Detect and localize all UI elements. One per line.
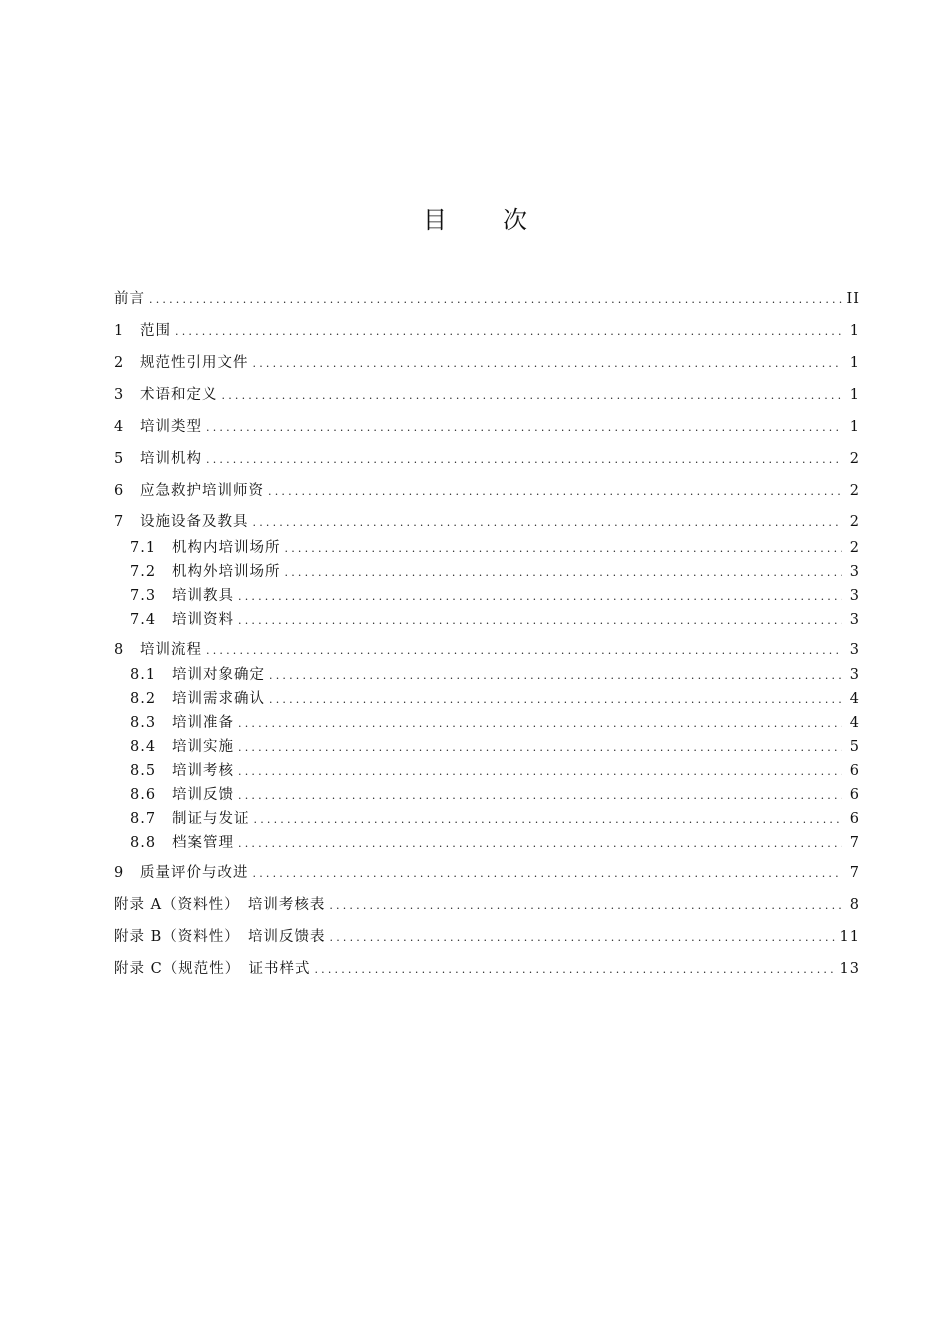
- toc-entry-number: 7.4: [130, 612, 157, 628]
- toc-entry-label: 培训资料: [172, 612, 234, 628]
- toc-entry-appendix-a[interactable]: [114, 894, 860, 916]
- toc-entry-number: 7.1: [130, 540, 157, 556]
- toc-entry-label: 术语和定义: [140, 387, 218, 403]
- toc-leader-dots: [206, 640, 842, 662]
- toc-leader-dots: [238, 586, 842, 608]
- toc-entry-page: 2: [849, 514, 860, 530]
- toc-leader-dots: [206, 417, 842, 439]
- toc-entry-number: 8.2: [130, 691, 157, 707]
- toc-entry-label: 附录 A（资料性） 培训考核表: [114, 897, 326, 913]
- toc-entry-page: 2: [849, 483, 860, 499]
- toc-entry-label: 设施设备及教具: [140, 514, 249, 530]
- toc-leader-dots: [330, 927, 836, 949]
- toc-entry-label: 培训流程: [140, 642, 202, 658]
- toc-entry-page: 13: [839, 961, 860, 977]
- toc-entry-number: 8.8: [130, 835, 157, 851]
- toc-entry-7-2[interactable]: [114, 561, 860, 583]
- toc-entry-label: 培训机构: [140, 451, 202, 467]
- toc-entry-page: 3: [849, 588, 860, 604]
- toc-leader-dots: [285, 538, 843, 560]
- toc-leader-dots: [268, 481, 842, 503]
- toc-leader-dots: [222, 385, 843, 407]
- toc-entry-label: 制证与发证: [172, 811, 250, 827]
- toc-entry-8-6[interactable]: [114, 784, 860, 806]
- toc-entry-label: 附录 B（资料性） 培训反馈表: [114, 929, 326, 945]
- toc-entry-page: II: [846, 291, 860, 307]
- toc-leader-dots: [149, 289, 842, 311]
- toc-entry-7-1[interactable]: [114, 537, 860, 559]
- toc-leader-dots: [238, 785, 842, 807]
- toc-leader-dots: [285, 562, 843, 584]
- toc-entry-number: 7.2: [130, 564, 157, 580]
- toc-entry-number: 7: [114, 514, 125, 530]
- toc-entry-number: 5: [114, 451, 125, 467]
- toc-entry-page: 6: [849, 811, 860, 827]
- toc-entry-page: 4: [849, 715, 860, 731]
- toc-entry-label: 前言: [114, 291, 145, 307]
- toc-leader-dots: [238, 761, 842, 783]
- toc-entry-4[interactable]: [114, 416, 860, 438]
- toc-entry-appendix-b[interactable]: [114, 926, 860, 948]
- toc-entry-6[interactable]: [114, 480, 860, 502]
- toc-entry-9[interactable]: [114, 862, 860, 884]
- toc-entry-label: 培训需求确认: [172, 691, 265, 707]
- toc-entry-number: 2: [114, 355, 125, 371]
- toc-entry-page: 3: [849, 612, 860, 628]
- page-title: [0, 200, 950, 235]
- toc-entry-number: 8: [114, 642, 125, 658]
- toc-entry-label: 档案管理: [172, 835, 234, 851]
- toc-leader-dots: [269, 665, 842, 687]
- toc-entry-7-3[interactable]: [114, 585, 860, 607]
- toc-entry-2[interactable]: [114, 352, 860, 374]
- toc-entry-page: 1: [849, 355, 860, 371]
- toc-entry-number: 8.6: [130, 787, 157, 803]
- toc-entry-foreword[interactable]: [114, 288, 860, 310]
- toc-entry-5[interactable]: [114, 448, 860, 470]
- toc-entry-page: 4: [849, 691, 860, 707]
- toc-entry-page: 7: [849, 865, 860, 881]
- toc-leader-dots: [254, 809, 843, 831]
- toc-entry-label: 规范性引用文件: [140, 355, 249, 371]
- toc-entry-page: 2: [849, 451, 860, 467]
- toc-entry-number: 4: [114, 419, 125, 435]
- toc-leader-dots: [238, 713, 842, 735]
- toc-entry-label: 培训准备: [172, 715, 234, 731]
- toc-leader-dots: [175, 321, 842, 343]
- toc-entry-3[interactable]: [114, 384, 860, 406]
- toc-leader-dots: [238, 833, 842, 855]
- toc-leader-dots: [314, 959, 835, 981]
- toc-entry-7-4[interactable]: [114, 609, 860, 631]
- toc-entry-8[interactable]: [114, 639, 860, 661]
- toc-entry-8-4[interactable]: [114, 736, 860, 758]
- toc-entry-label: 培训教具: [172, 588, 234, 604]
- toc-entry-label: 质量评价与改进: [140, 865, 249, 881]
- toc-entry-number: 8.7: [130, 811, 157, 827]
- toc-entry-number: 8.5: [130, 763, 157, 779]
- toc-entry-page: 3: [849, 667, 860, 683]
- toc-entry-page: 8: [849, 897, 860, 913]
- toc-entry-number: 3: [114, 387, 125, 403]
- toc-entry-page: 1: [849, 323, 860, 339]
- toc-leader-dots: [238, 737, 842, 759]
- toc-leader-dots: [253, 512, 843, 534]
- toc-entry-label: 培训类型: [140, 419, 202, 435]
- toc-entry-appendix-c[interactable]: [114, 958, 860, 980]
- title-char-1: 目: [423, 206, 447, 234]
- toc-entry-number: 6: [114, 483, 125, 499]
- toc-entry-page: 6: [849, 787, 860, 803]
- toc-entry-8-2[interactable]: [114, 688, 860, 710]
- toc-entry-8-8[interactable]: [114, 832, 860, 854]
- toc-entry-page: 2: [849, 540, 860, 556]
- toc-entry-page: 5: [849, 739, 860, 755]
- toc-entry-label: 范围: [140, 323, 171, 339]
- toc-entry-8-5[interactable]: [114, 760, 860, 782]
- toc-entry-8-3[interactable]: [114, 712, 860, 734]
- toc-entry-label: 机构外培训场所: [172, 564, 281, 580]
- toc-leader-dots: [329, 895, 842, 917]
- toc-entry-label: 应急救护培训师资: [140, 483, 264, 499]
- toc-entry-label: 培训对象确定: [172, 667, 265, 683]
- toc-entry-number: 8.3: [130, 715, 157, 731]
- toc-entry-page: 7: [849, 835, 860, 851]
- toc-leader-dots: [269, 689, 842, 711]
- toc-entry-number: 1: [114, 323, 125, 339]
- toc-entry-number: 8.4: [130, 739, 157, 755]
- toc-leader-dots: [238, 610, 842, 632]
- toc-entry-page: 11: [839, 929, 860, 945]
- toc-entry-number: 7.3: [130, 588, 157, 604]
- toc-entry-page: 1: [849, 387, 860, 403]
- toc-entry-page: 3: [849, 564, 860, 580]
- toc-entry-number: 9: [114, 865, 125, 881]
- toc-entry-page: 3: [849, 642, 860, 658]
- toc-entry-label: 培训考核: [172, 763, 234, 779]
- toc-entry-8-1[interactable]: [114, 664, 860, 686]
- toc-entry-1[interactable]: [114, 320, 860, 342]
- toc-entry-page: 1: [849, 419, 860, 435]
- toc-leader-dots: [253, 353, 843, 375]
- toc-entry-label: 培训实施: [172, 739, 234, 755]
- toc-entry-8-7[interactable]: [114, 808, 860, 830]
- title-char-2: 次: [503, 206, 527, 234]
- toc-leader-dots: [253, 863, 843, 885]
- toc-entry-number: 8.1: [130, 667, 157, 683]
- toc-entry-7[interactable]: [114, 511, 860, 533]
- toc-leader-dots: [206, 449, 842, 471]
- toc-entry-page: 6: [849, 763, 860, 779]
- toc-entry-label: 机构内培训场所: [172, 540, 281, 556]
- toc-entry-label: 附录 C（规范性） 证书样式: [114, 961, 311, 977]
- toc-entry-label: 培训反馈: [172, 787, 234, 803]
